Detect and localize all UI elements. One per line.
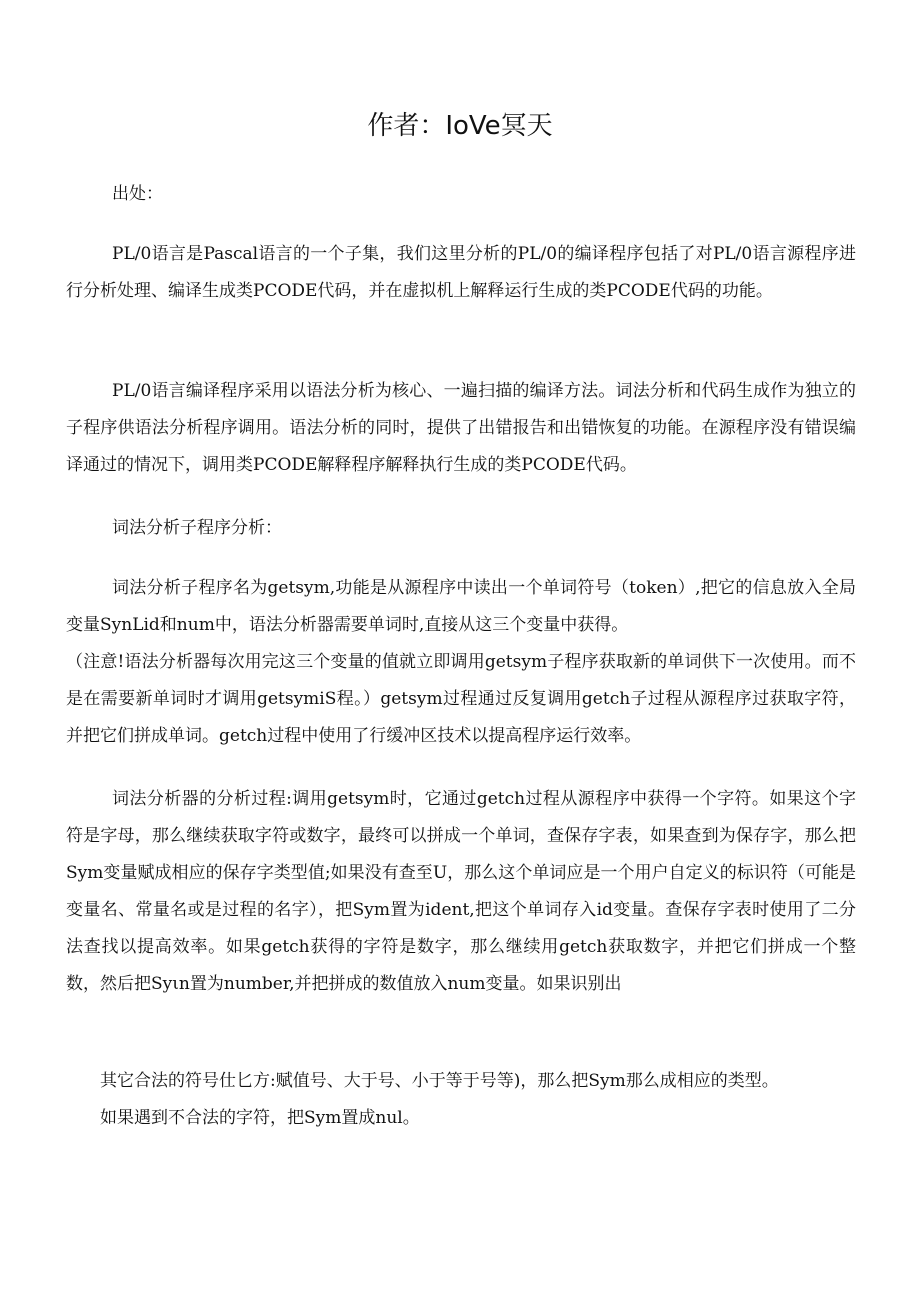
paragraph-getsym: 词法分析子程序名为getsym,功能是从源程序中读出一个单词符号（token）,把它的信息放入全局变量SynLid和num中，语法分析器需要单词时,直接从这三个变量中获得。 xyxy=(66,578,856,635)
paragraph-analysis-process: 词法分析器的分析过程:调用getsym时，它通过getch过程从源程序中获得一个字符。如果这个字符是字母，那么继续获取字符或数字，最终可以拼成一个单词，查保存字表，如果查到为保存字，那么把Sym变量赋成相应的保存字类型值;如果没有查至U，那么这个单词应是一个用户自定义的标识符（可能是变量名、常量名或是过程的名字），把Sym置为ident,把这个单词存入id变量。查保存字表时使用了二分法查找以提高效率。如果getch获得的字符是数字，那么继续用getch获取数字，并把它们拼成一个整数，然后把Syιn置为number,并把拼成的数值放入num变量。如果识别出 xyxy=(66,789,856,994)
paragraph-intro: PL/0语言是Pascal语言的一个子集，我们这里分析的PL/0的编译程序包括了对PL/0语言源程序进行分析处理、编译生成类PCODE代码，并在虚拟机上解释运行生成的类PCODE代码的功能。 xyxy=(66,244,856,301)
paragraph-note: （注意!语法分析器每次用完这三个变量的值就立即调用getsym子程序获取新的单词供下一次使用。而不是在需要新单词时才调用getsymiS程。）getsym过程通过反复调用getch子过程从源程序过获取字符，并把它们拼成单词。getch过程中使用了行缓冲区技术以提高程序运行效率。 xyxy=(66,652,856,746)
line-other-symbols: 其它合法的符号仕匕方:赋值号、大于号、小于等于号等)，那么把Sym那么成相应的类型。 xyxy=(100,1071,779,1091)
section-heading: 词法分析子程序分析： xyxy=(112,518,282,538)
page-title: 作者：IoVe冥天 xyxy=(367,111,553,141)
source-label: 出处： xyxy=(112,184,163,204)
line-illegal-char: 如果遇到不合法的字符，把Sym置成nul。 xyxy=(100,1108,420,1128)
paragraph-compiler-method: PL/0语言编译程序采用以语法分析为核心、一遍扫描的编译方法。词法分析和代码生成作为独立的子程序供语法分析程序调用。语法分析的同时，提供了出错报告和出错恢复的功能。在源程序没有错误编译通过的情况下，调用类PCODE解释程序解释执行生成的类PCODE代码。 xyxy=(66,381,856,475)
